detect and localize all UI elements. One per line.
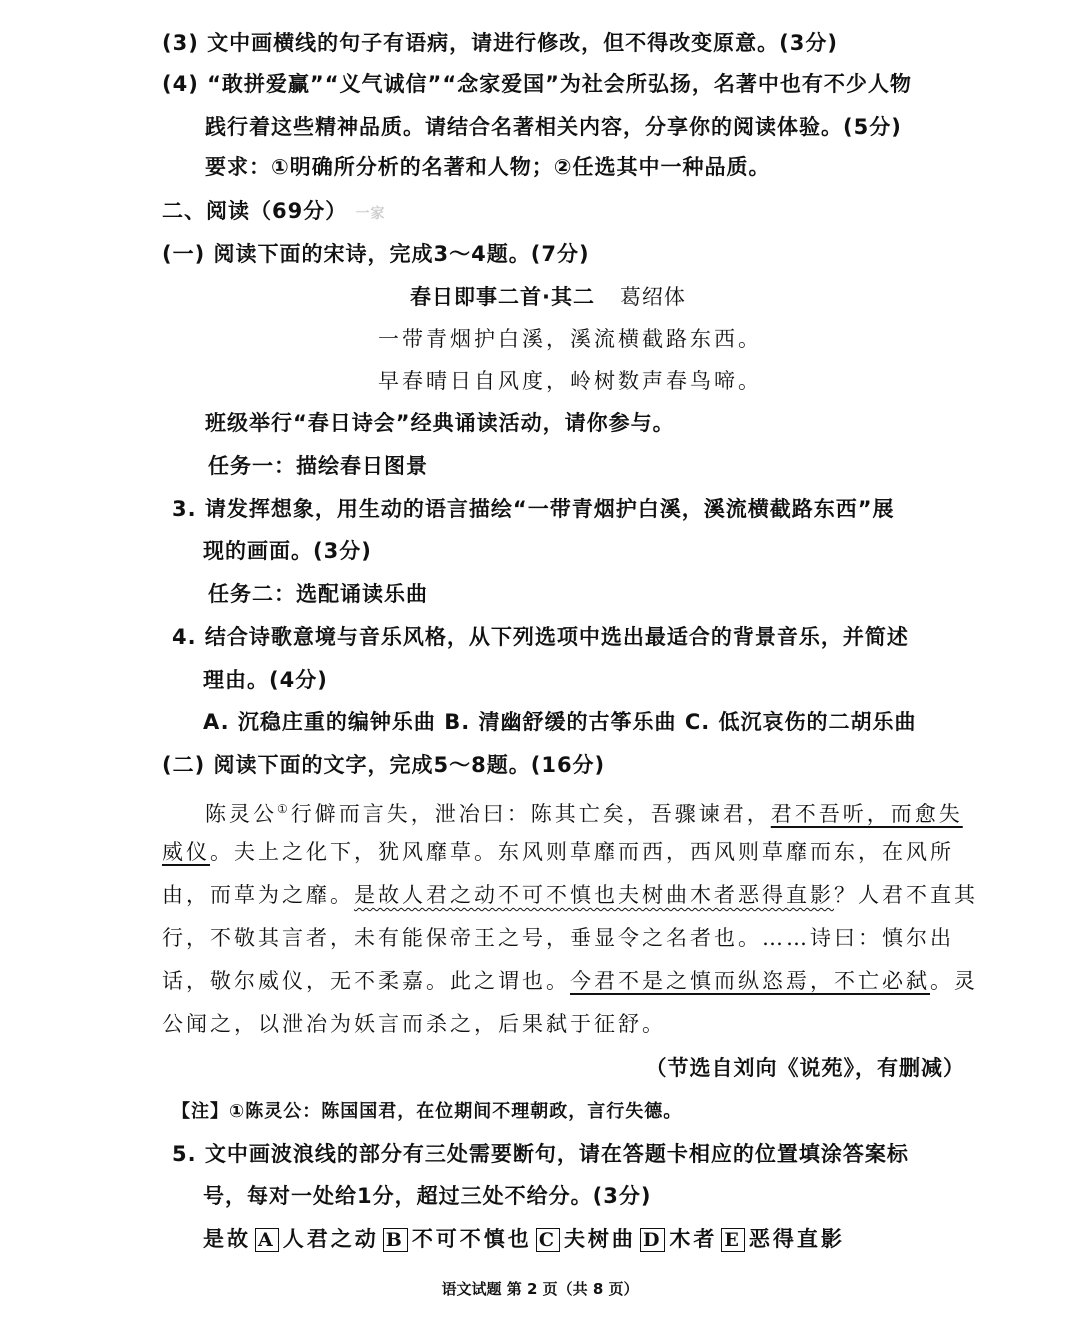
poem-line-1: 一带青烟护白溪，溪流横截路东西。 [378, 327, 762, 351]
task-1: 任务一：描绘春日图景 [208, 454, 428, 478]
question-4-cont: 理由。(4分) [203, 668, 328, 692]
part-2-heading: (二) 阅读下面的文字，完成5～8题。(16分) [162, 753, 606, 777]
passage-line-3: 由，而草为之靡。是故人君之动不可不慎也夫树曲木者恶得直影？人君不直其 [162, 883, 978, 907]
question-3-cont: 现的画面。(3分) [203, 539, 372, 563]
question-4-3: (3) 文中画横线的句子有语病，请进行修改，但不得改变原意。(3分) [162, 31, 838, 55]
question-4: 4. 结合诗歌意境与音乐风格，从下列选项中选出最适合的背景音乐，并简述 [172, 625, 909, 649]
question-5-segments: 是故 A 人君之动 B 不可不慎也 C 夫树曲 D 木者 E 恶得直影 [203, 1226, 845, 1251]
question-4-4-cont: 践行着这些精神品质。请结合名著相关内容，分享你的阅读体验。(5分) [205, 115, 902, 139]
passage-line-6: 公闻之，以泄冶为妖言而杀之，后果弑于征舒。 [162, 1012, 666, 1036]
passage-source: （节选自刘向《说苑》，有删减） [645, 1056, 965, 1080]
option-box-a: A [255, 1228, 279, 1252]
section-title: 二、阅读（69分） [162, 199, 348, 223]
question-5: 5. 文中画波浪线的部分有三处需要断句，请在答题卡相应的位置填涂答案标 [172, 1142, 909, 1166]
section-heading-reading [162, 196, 386, 229]
option-box-d: D [640, 1228, 665, 1252]
passage-line-4: 行，不敬其言者，未有能保帝王之号，垂显令之名者也。……诗曰：慎尔出 [162, 926, 954, 950]
poem-line-2: 早春晴日自风度，岭树数声春鸟啼。 [378, 369, 762, 393]
question-4-options: A. 沉稳庄重的编钟乐曲 B. 清幽舒缓的古筝乐曲 C. 低沉哀伤的二胡乐曲 [203, 710, 917, 734]
option-box-e: E [721, 1228, 744, 1252]
bleed-through-text: 一家 [355, 206, 386, 222]
question-5-cont: 号，每对一处给1分，超过三处不给分。(3分) [203, 1184, 652, 1208]
question-4-4: (4) “敢拼爱赢”“义气诚信”“念家爱国”为社会所弘扬，名著中也有不少人物 [162, 72, 912, 96]
passage-line-5: 话，敬尔威仪，无不柔嘉。此之谓也。今君不是之慎而纵恣焉，不亡必弑。灵 [162, 969, 978, 993]
page-footer: 语文试题 第 2 页（共 8 页） [441, 1280, 639, 1298]
passage-line-2: 威仪。夫上之化下，犹风靡草。东风则草靡而西，西风则草靡而东，在风所 [162, 840, 954, 864]
poem-author: 葛绍体 [619, 285, 686, 309]
poem-title: 春日即事二首·其二 [410, 285, 595, 309]
passage-line-1: 陈灵公①行僻而言失，泄冶曰：陈其亡矣，吾骤谏君，君不吾听，而愈失 [205, 802, 963, 826]
option-box-c: C [536, 1228, 560, 1252]
question-4-4-req: 要求：①明确所分析的名著和人物；②任选其中一种品质。 [205, 155, 771, 179]
passage-note: 【注】①陈灵公：陈国国君，在位期间不理朝政，言行失德。 [172, 1101, 683, 1122]
part-1-heading: (一) 阅读下面的宋诗，完成3～4题。(7分) [162, 242, 590, 266]
question-3: 3. 请发挥想象，用生动的语言描绘“一带青烟护白溪，溪流横截路东西”展 [172, 497, 895, 521]
task-2: 任务二：选配诵读乐曲 [208, 582, 428, 606]
option-box-b: B [383, 1228, 408, 1252]
poem-title-line [410, 282, 686, 312]
activity-intro: 班级举行“春日诗会”经典诵读活动，请你参与。 [205, 411, 675, 435]
